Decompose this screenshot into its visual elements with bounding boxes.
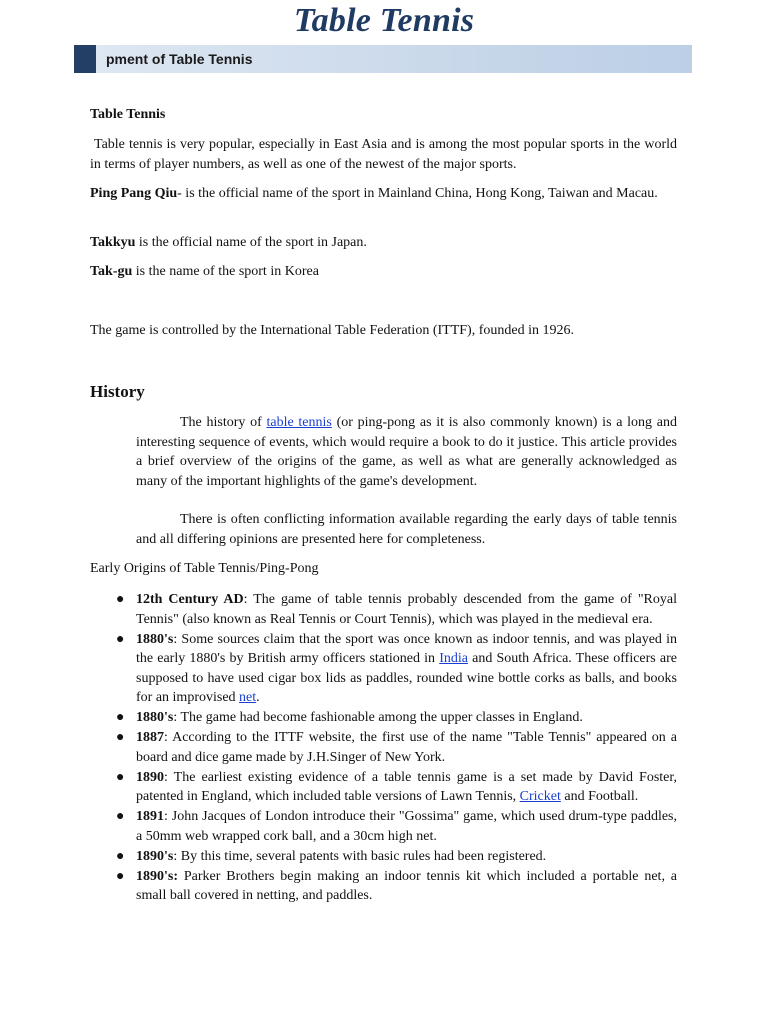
- cricket-link[interactable]: Cricket: [519, 789, 561, 804]
- history-text: The history of: [180, 415, 267, 430]
- list-term: 1880's: [136, 710, 174, 725]
- banner-title: pment of Table Tennis: [106, 51, 253, 67]
- name-china: [90, 184, 677, 204]
- history-text: (or ping-pong as it is also commonly known) is a long and interesting sequence of events, which would require a book to do it justice. This article provides a brief overview of the origins of the game, as well as what are generally acknowledged as many of the important highlights of the game's development.: [136, 415, 677, 489]
- history-paragraph-1: [136, 413, 677, 491]
- list-term: 1890's:: [136, 868, 178, 884]
- list-term: 12th Century AD: [136, 592, 244, 607]
- india-link[interactable]: India: [439, 651, 468, 666]
- bullet-icon: ●: [116, 730, 125, 745]
- bullet-icon: ●: [116, 769, 125, 785]
- intro-paragraph: Table tennis is very popular, especially in East Asia and is among the most popular sports in the world in terms of player numbers, as well as one of the newest of the major sports.: [90, 137, 677, 172]
- table-tennis-link[interactable]: table tennis: [266, 415, 332, 430]
- list-term: 1887: [136, 730, 164, 745]
- intro-heading: Table Tennis: [90, 107, 166, 122]
- list-term: 1891: [136, 809, 164, 824]
- bullet-icon: ●: [116, 710, 125, 725]
- list-item: [116, 708, 677, 728]
- name-japan: [90, 233, 677, 253]
- document-title: Table Tennis: [293, 2, 475, 39]
- net-link[interactable]: net: [239, 690, 257, 705]
- timeline-list: [116, 590, 677, 906]
- list-text: : By this time, several patents with basic rules had been registered.: [173, 848, 547, 864]
- bullet-icon: ●: [116, 809, 125, 824]
- list-text: : The game had become fashionable among the upper classes in England.: [173, 710, 583, 725]
- list-text: : The earliest existing evidence of a table tennis game is a set made by David Foster, patented in England, which included table versions of Lawn Tennis,: [136, 769, 677, 804]
- history-paragraph-2: There is often conflicting information available regarding the early days of table tennis and all differing opinions are presented here for completeness.: [136, 512, 677, 547]
- name-text: is the name of the sport in Korea: [132, 264, 319, 279]
- name-term: Tak-gu: [90, 264, 133, 279]
- banner-accent-block: [74, 45, 96, 73]
- list-item: [116, 590, 677, 629]
- list-text: Parker Brothers begin making an indoor tennis kit which included a portable net, a small ball covered in netting, and paddles.: [136, 868, 677, 903]
- ittf-paragraph: The game is controlled by the International Table Federation (ITTF), founded in 1926.: [90, 323, 574, 338]
- list-text: : John Jacques of London introduce their "Gossima" game, which used drum-type paddles, a 50mm web wrapped cork ball, and a 30cm high net.: [136, 809, 677, 844]
- list-item: [116, 728, 677, 767]
- list-term: 1890's: [136, 848, 174, 864]
- list-text: and Football.: [560, 789, 639, 804]
- name-text: is the official name of the sport in Japan.: [135, 235, 367, 250]
- list-item: [116, 807, 677, 846]
- list-term: 1890: [136, 769, 164, 785]
- history-heading: History: [90, 382, 145, 401]
- name-term: Ping Pang Qiu: [90, 186, 178, 201]
- list-item: [116, 867, 677, 906]
- bullet-icon: ●: [116, 868, 125, 884]
- section-banner: [74, 45, 692, 73]
- list-item: [116, 630, 677, 708]
- list-item: [116, 768, 677, 807]
- list-term: 1880's: [136, 631, 174, 647]
- bullet-icon: ●: [116, 592, 125, 607]
- name-term: Takkyu: [90, 235, 136, 250]
- list-text: : The game of table tennis probably descended from the game of "Royal Tennis" (also known as Real Tennis or Court Tennis), which was played in the medieval era.: [136, 592, 677, 627]
- list-text: : According to the ITTF website, the first use of the name "Table Tennis" appeared on a board and dice game made by J.H.Singer of New York.: [136, 730, 677, 765]
- name-text: - is the official name of the sport in Mainland China, Hong Kong, Taiwan and Macau.: [177, 186, 658, 201]
- list-item: [116, 847, 677, 867]
- early-origins-heading: Early Origins of Table Tennis/Ping-Pong: [90, 561, 319, 576]
- name-korea: [90, 262, 677, 282]
- list-text: .: [256, 690, 260, 705]
- bullet-icon: ●: [116, 631, 125, 647]
- list-text: and South Africa. These officers are supposed to have used cigar box lids as paddles, rounded wine bottle corks as balls, and books for an improvised: [136, 651, 677, 705]
- bullet-icon: ●: [116, 848, 125, 864]
- list-text: : Some sources claim that the sport was once known as indoor tennis, and was played in the early 1880's by British army officers stationed in: [136, 631, 677, 666]
